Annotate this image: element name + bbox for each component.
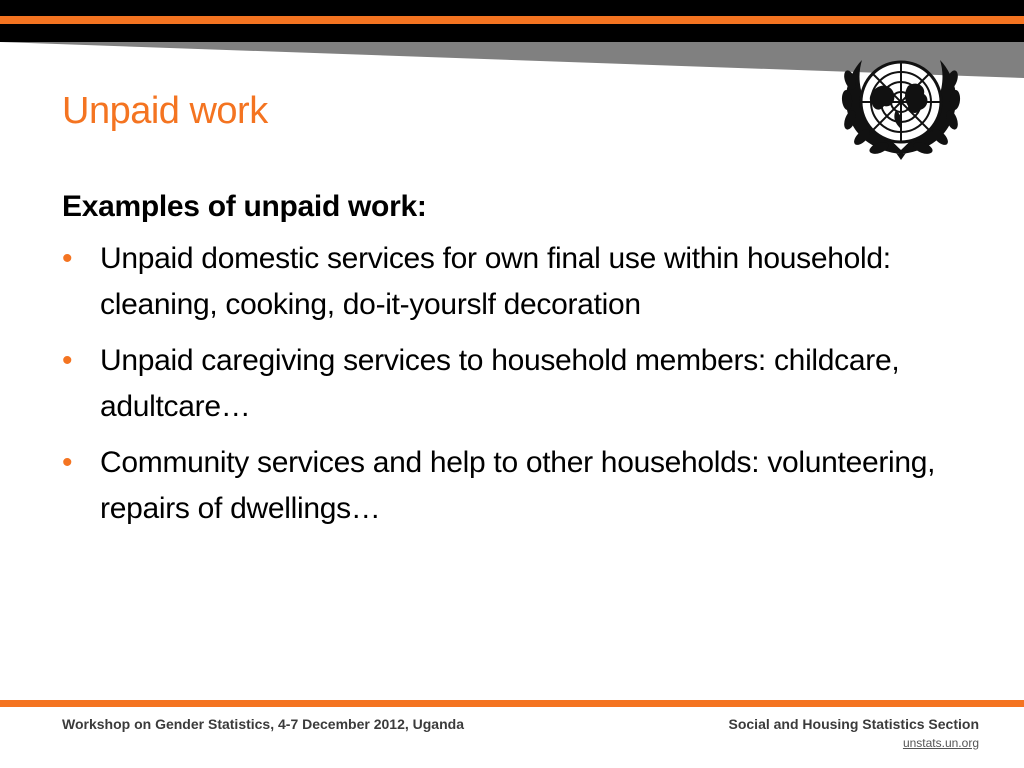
bullet-item xyxy=(62,338,962,430)
slide-subheading: Examples of unpaid work: xyxy=(62,190,427,223)
footer-bar xyxy=(0,700,1024,707)
header-bar-accent xyxy=(0,16,1024,24)
header-bar-top xyxy=(0,0,1024,16)
un-emblem-icon xyxy=(834,50,968,162)
slide-body xyxy=(62,190,962,542)
bullet-icon: • xyxy=(62,344,73,377)
bullet-text: Community services and help to other households: volunteering, repairs of dwellings… xyxy=(100,446,936,525)
bullet-list xyxy=(62,236,962,532)
bullet-item xyxy=(62,236,962,328)
header-bar-bottom xyxy=(0,24,1024,42)
bullet-text: Unpaid caregiving services to household members: childcare, adultcare… xyxy=(100,344,900,423)
footer-link[interactable]: unstats.un.org xyxy=(902,736,979,750)
bullet-item xyxy=(62,440,962,532)
bullet-text: Unpaid domestic services for own final use within household: cleaning, cooking, do-it-yourslf decoration xyxy=(100,242,891,321)
bullet-icon: • xyxy=(62,446,73,479)
footer-event: Workshop on Gender Statistics, 4-7 December 2012, Uganda xyxy=(62,716,464,732)
slide-title: Unpaid work xyxy=(62,90,268,132)
bullet-icon: • xyxy=(62,242,73,275)
footer-section: Social and Housing Statistics Section xyxy=(728,716,979,732)
